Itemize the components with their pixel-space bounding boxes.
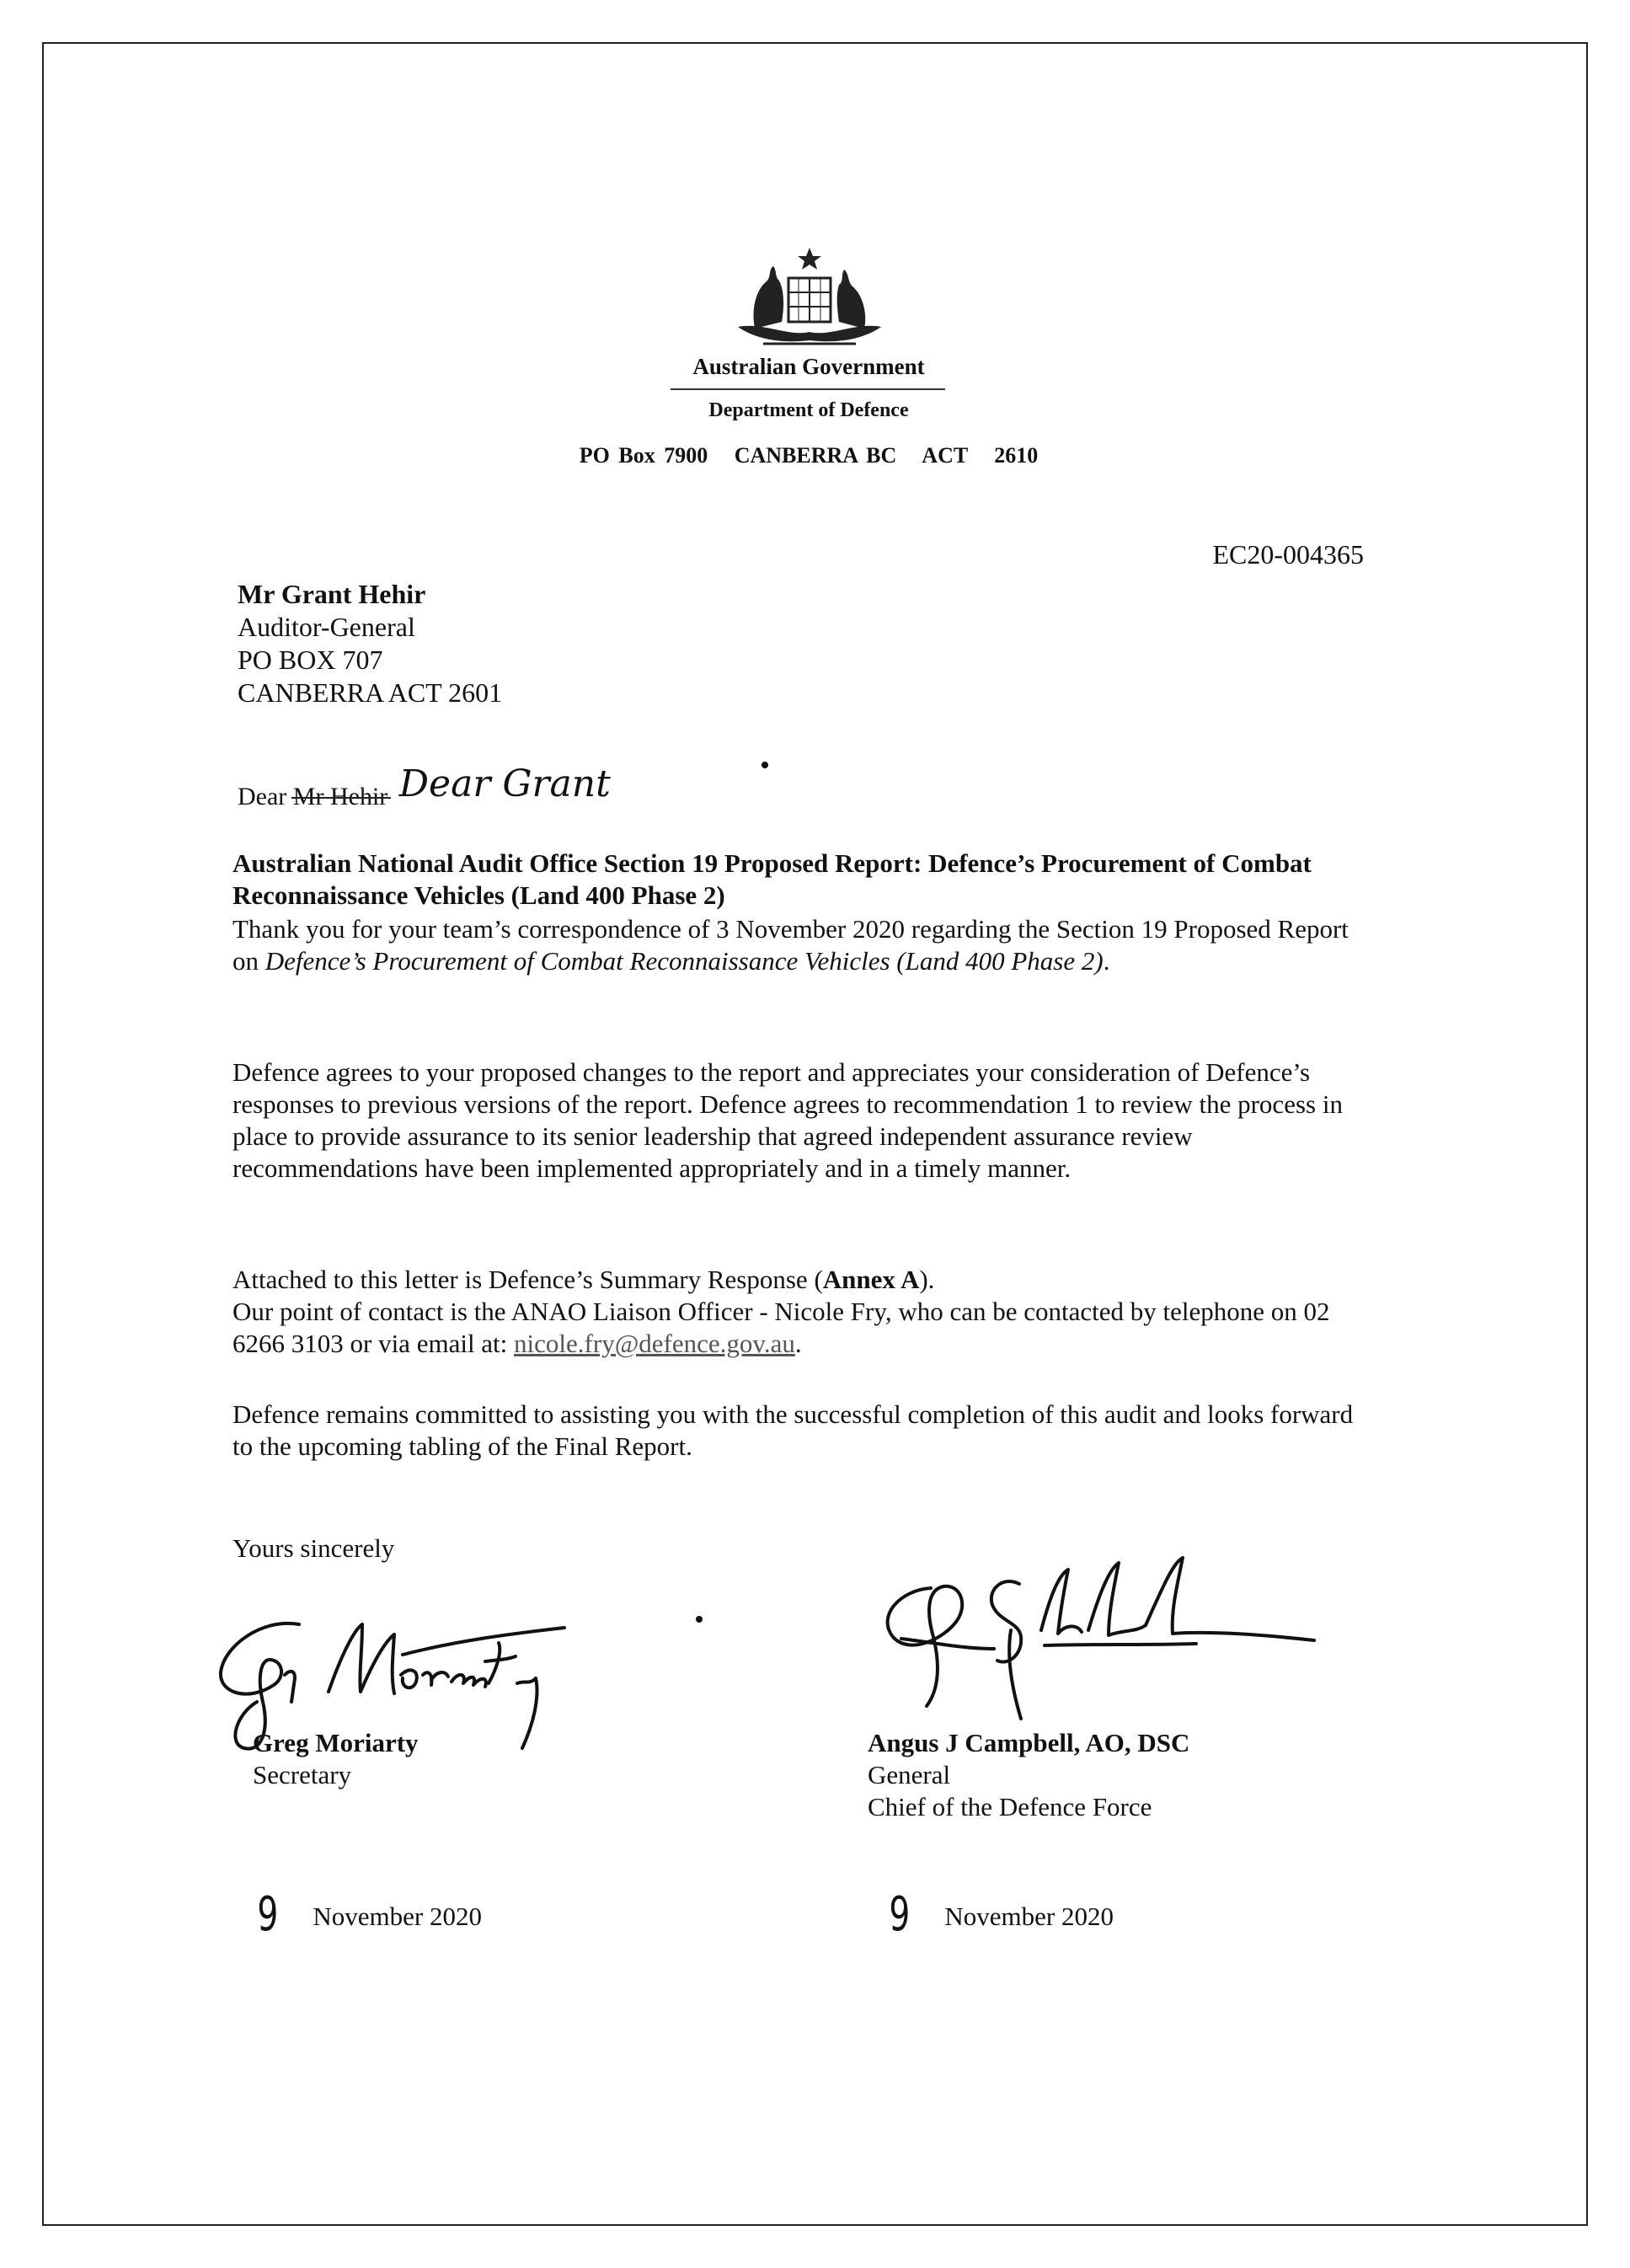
ink-dot	[762, 762, 768, 768]
government-name: Australian Government	[692, 354, 925, 379]
date-signatory-2	[884, 1887, 1114, 1942]
letterhead-divider	[671, 388, 945, 390]
paragraph-1-end: .	[1103, 946, 1110, 976]
date-signatory-1	[253, 1887, 482, 1942]
signatory-2	[868, 1727, 1189, 1823]
department-name: Department of Defence	[708, 399, 909, 421]
paragraph-4: Defence remains committed to assisting you with the successful completion of this audit and looks forward to the upcoming tabling of the Final Report.	[232, 1399, 1354, 1461]
closing: Yours sincerely	[232, 1533, 395, 1563]
paragraph-3	[232, 1264, 1378, 1360]
reference-number: EC20-004365	[1212, 539, 1364, 570]
salutation-prefix: Dear	[238, 783, 287, 810]
salutation	[238, 762, 611, 814]
salutation-struck: Mr Hehir	[292, 783, 388, 810]
coat-of-arms-icon	[729, 244, 890, 354]
recipient-city: CANBERRA ACT 2601	[238, 677, 503, 708]
paragraph-1-lead: Thank you for your team’s correspondence of 3 November 2020 regarding the Section 19 Proposed Report on	[232, 914, 1349, 976]
attachment-line	[232, 1264, 1378, 1296]
signatory-1	[253, 1727, 419, 1791]
paragraph-2: Defence agrees to your proposed changes to the report and appreciates your consideration of Defence’s responses to previous versions of the report. Defence agrees to recommendation 1 to review the process in place to provide assurance to its senior leadership that agreed independent assurance review recommendations have been implemented appropriately and in a timely manner.	[232, 1057, 1343, 1183]
handwritten-day-1: 9	[257, 1887, 279, 1942]
date-month-2: November 2020	[944, 1902, 1114, 1931]
contact-end: .	[794, 1329, 802, 1358]
contact-email-link[interactable]: nicole.fry@defence.gov.au	[514, 1329, 795, 1358]
signatory-1-name: Greg Moriarty	[253, 1728, 419, 1757]
ink-dot	[696, 1616, 703, 1623]
salutation-handwritten: Dear Grant	[398, 762, 611, 805]
postal-address: PO Box 7900 CANBERRA BC ACT 2610	[579, 443, 1039, 468]
contact-text: Our point of contact is the ANAO Liaison Officer - Nicole Fry, who can be contacted by telephone on 02 6266 3103 or via email at:	[232, 1297, 1330, 1358]
signatory-2-name: Angus J Campbell, AO, DSC	[868, 1728, 1190, 1757]
subject-line: Australian National Audit Office Section 19 Proposed Report: Defence’s Procurement of Combat Reconnaissance Vehicles (Land 400 Phase 2)	[232, 848, 1312, 910]
attachment-lead: Attached to this letter is Defence’s Summary Response (	[232, 1265, 823, 1294]
date-month-1: November 2020	[313, 1902, 482, 1931]
recipient-po-box: PO BOX 707	[238, 645, 383, 675]
signatory-2-title: General	[868, 1760, 951, 1789]
handwritten-day-2: 9	[889, 1887, 911, 1942]
signature-angus-campbell	[842, 1538, 1432, 1731]
paragraph-1	[232, 913, 1378, 977]
attachment-end: ).	[919, 1265, 935, 1294]
signatory-2-role: Chief of the Defence Force	[868, 1792, 1152, 1821]
signatory-1-title: Secretary	[253, 1760, 352, 1789]
annex-label: Annex A	[822, 1265, 920, 1294]
report-title: Defence’s Procurement of Combat Reconnaissance Vehicles (Land 400 Phase 2)	[265, 946, 1104, 976]
recipient-name: Mr Grant Hehir	[238, 579, 426, 609]
recipient-title: Auditor-General	[238, 612, 415, 642]
contact-line	[232, 1296, 1378, 1360]
recipient-address	[238, 578, 502, 709]
